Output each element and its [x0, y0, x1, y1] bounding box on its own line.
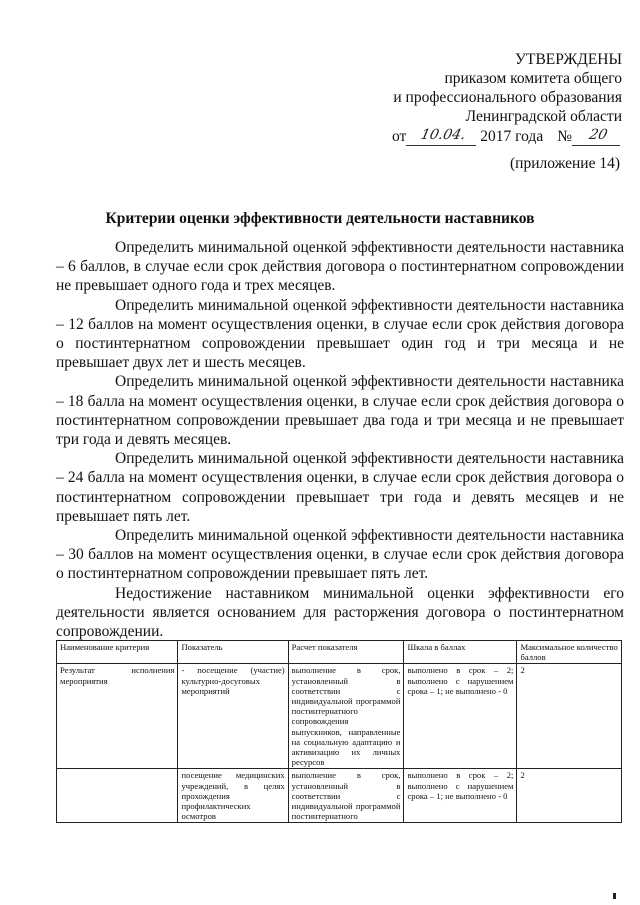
header-indicator: Показатель: [178, 641, 288, 664]
paragraph: Недостижение наставником минимальной оценки эффективности его деятельности является основанием для расторжения договора о постинтернатном сопровождении.: [56, 584, 624, 641]
cell-indicator: - посещение (участие) культурно-досуговых мероприятий: [178, 664, 288, 769]
approval-block: [392, 50, 622, 146]
cell-calculation: выполнение в срок, установленный в соответствии с индивидуальной программой постинтернатного: [288, 769, 404, 823]
approval-year: 2017 года: [480, 128, 544, 145]
document-title: Критерии оценки эффективности деятельности наставников: [105, 210, 535, 227]
table-header-row: [57, 641, 622, 664]
header-scale: Шкала в баллах: [404, 641, 517, 664]
criteria-table: [56, 640, 622, 823]
handwritten-date: 10.04.: [406, 126, 480, 146]
paragraph: Определить минимальной оценкой эффективности деятельности наставника – 12 баллов на момент осуществления оценки, в случае если срок действия договора о постинтернатном сопровождении превышает один год и три месяца и не превышает двух лет и шесть месяцев.: [56, 296, 624, 372]
date-prefix: от: [391, 128, 407, 145]
paragraph: Определить минимальной оценкой эффективности деятельности наставника – 30 баллов на момент осуществления оценки, в случае если срок действия договора о постинтернатном сопровождении превышает пять лет.: [56, 527, 624, 583]
cell-criterion: [57, 769, 178, 823]
table-row: [57, 664, 622, 769]
cell-scale: выполнено в срок – 2; выполнено с нарушением срока – 1; не выполнено - 0: [404, 664, 517, 769]
approval-date-line: [392, 126, 622, 146]
paragraph: Определить минимальной оценкой эффективности деятельности наставника – 24 балла на момент осуществления оценки, в случае если срок действия договора о постинтернатном сопровождении превышает три года и девять месяцев и не превышает пять лет.: [56, 450, 624, 525]
approval-heading: УТВЕРЖДЕНЫ: [515, 51, 622, 68]
annex-label: (приложение 14): [510, 155, 620, 172]
cell-scale: выполнено в срок – 2; выполнено с нарушением срока – 1; не выполнено - 0: [404, 769, 517, 823]
table-row: [57, 769, 622, 823]
cell-indicator: посещение медицинских учреждений, в целях прохождения профилактических осмотров: [178, 769, 288, 823]
handwritten-number: 20: [572, 126, 624, 146]
header-calculation: Расчет показателя: [288, 641, 404, 664]
approval-line-region: Ленинградской области: [465, 108, 622, 125]
cell-max-points: 2: [517, 769, 622, 823]
cell-criterion: Результат исполнения мероприятия: [57, 664, 178, 769]
cell-calculation: выполнение в срок, установленный в соответствии с индивидуальной программой постинтернатного сопровождения выпускников, направленные на социальную адаптацию и активизацию их личных ресурсов: [288, 664, 404, 769]
paragraph: Определить минимальной оценкой эффективности деятельности наставника – 18 балла на момент осуществления оценки, в случае если срок действия договора о постинтернатном сопровождении превышает два года и три месяца и не превышает три года и девять месяцев.: [56, 373, 624, 449]
approval-line-committee: и профессионального образования: [393, 89, 622, 106]
number-sign: №: [557, 128, 572, 145]
header-max-points: Максимальное количество баллов: [517, 641, 622, 664]
cell-max-points: 2: [517, 664, 622, 769]
page-edge-mark: [613, 893, 616, 899]
approval-line-order: приказом комитета общего: [444, 70, 622, 87]
paragraph: Определить минимальной оценкой эффективности деятельности наставника – 6 баллов, в случае если срок действия договора о постинтернатном сопровождении не превышает одного года и трех месяцев.: [56, 239, 624, 295]
document-body: [56, 238, 624, 641]
header-criterion: Наименование критерия: [57, 641, 178, 664]
